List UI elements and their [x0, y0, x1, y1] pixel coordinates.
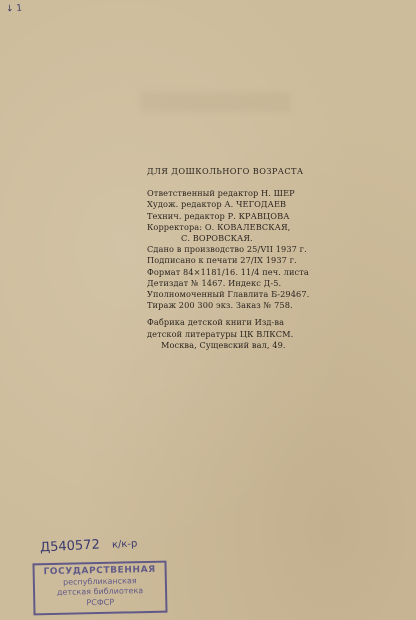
print-detail-line: Детиздат № 1467. Индекс Д-5. — [147, 277, 282, 288]
editor-line: С. ВОРОВСКАЯ. — [181, 233, 253, 244]
stamp-line: республиканская — [63, 575, 137, 587]
print-detail-line: Подписано к печати 27/IX 1937 г. — [147, 255, 297, 266]
editor-line: Технич. редактор Р. КРАВЦОВА — [147, 210, 290, 221]
inventory-note: к/к-р — [111, 538, 138, 551]
print-detail-line: Тираж 200 300 экз. Заказ № 758. — [147, 300, 293, 311]
stamp-line: детская библиотека — [56, 586, 144, 597]
imprint-block — [147, 166, 310, 351]
show-through-smudge — [140, 92, 290, 112]
editor-line: Худож. редактор А. ЧЕГОДАЕВ — [147, 199, 287, 210]
stamp-line: РСФСР — [86, 597, 115, 607]
printer-line: детской литературы ЦК ВЛКСМ. — [147, 328, 294, 339]
handwritten-inventory-number — [40, 535, 138, 555]
print-detail-line: Уполномоченный Главлита Б-29467. — [147, 289, 310, 300]
corner-pencil-mark: ↓ 1 — [5, 3, 23, 15]
editor-line: Ответственный редактор Н. ШЕР — [147, 188, 295, 199]
library-stamp — [32, 561, 167, 616]
inventory-number: Д540572 — [39, 537, 101, 556]
print-detail-line: Сдано в производство 25/VII 1937 г. — [147, 244, 307, 255]
stamp-line: ГОСУДАРСТВЕННАЯ — [43, 564, 156, 578]
printer-line: Фабрика детской книги Изд-ва — [147, 317, 285, 328]
print-detail-line: Формат 84×1181/16. 11/4 печ. листа — [147, 266, 309, 277]
age-heading: ДЛЯ ДОШКОЛЬНОГО ВОЗРАСТА — [147, 166, 304, 176]
printer-line: Москва, Сущевский вал, 49. — [161, 339, 286, 350]
editor-line: Корректора: О. КОВАЛЕВСКАЯ, — [147, 221, 291, 232]
